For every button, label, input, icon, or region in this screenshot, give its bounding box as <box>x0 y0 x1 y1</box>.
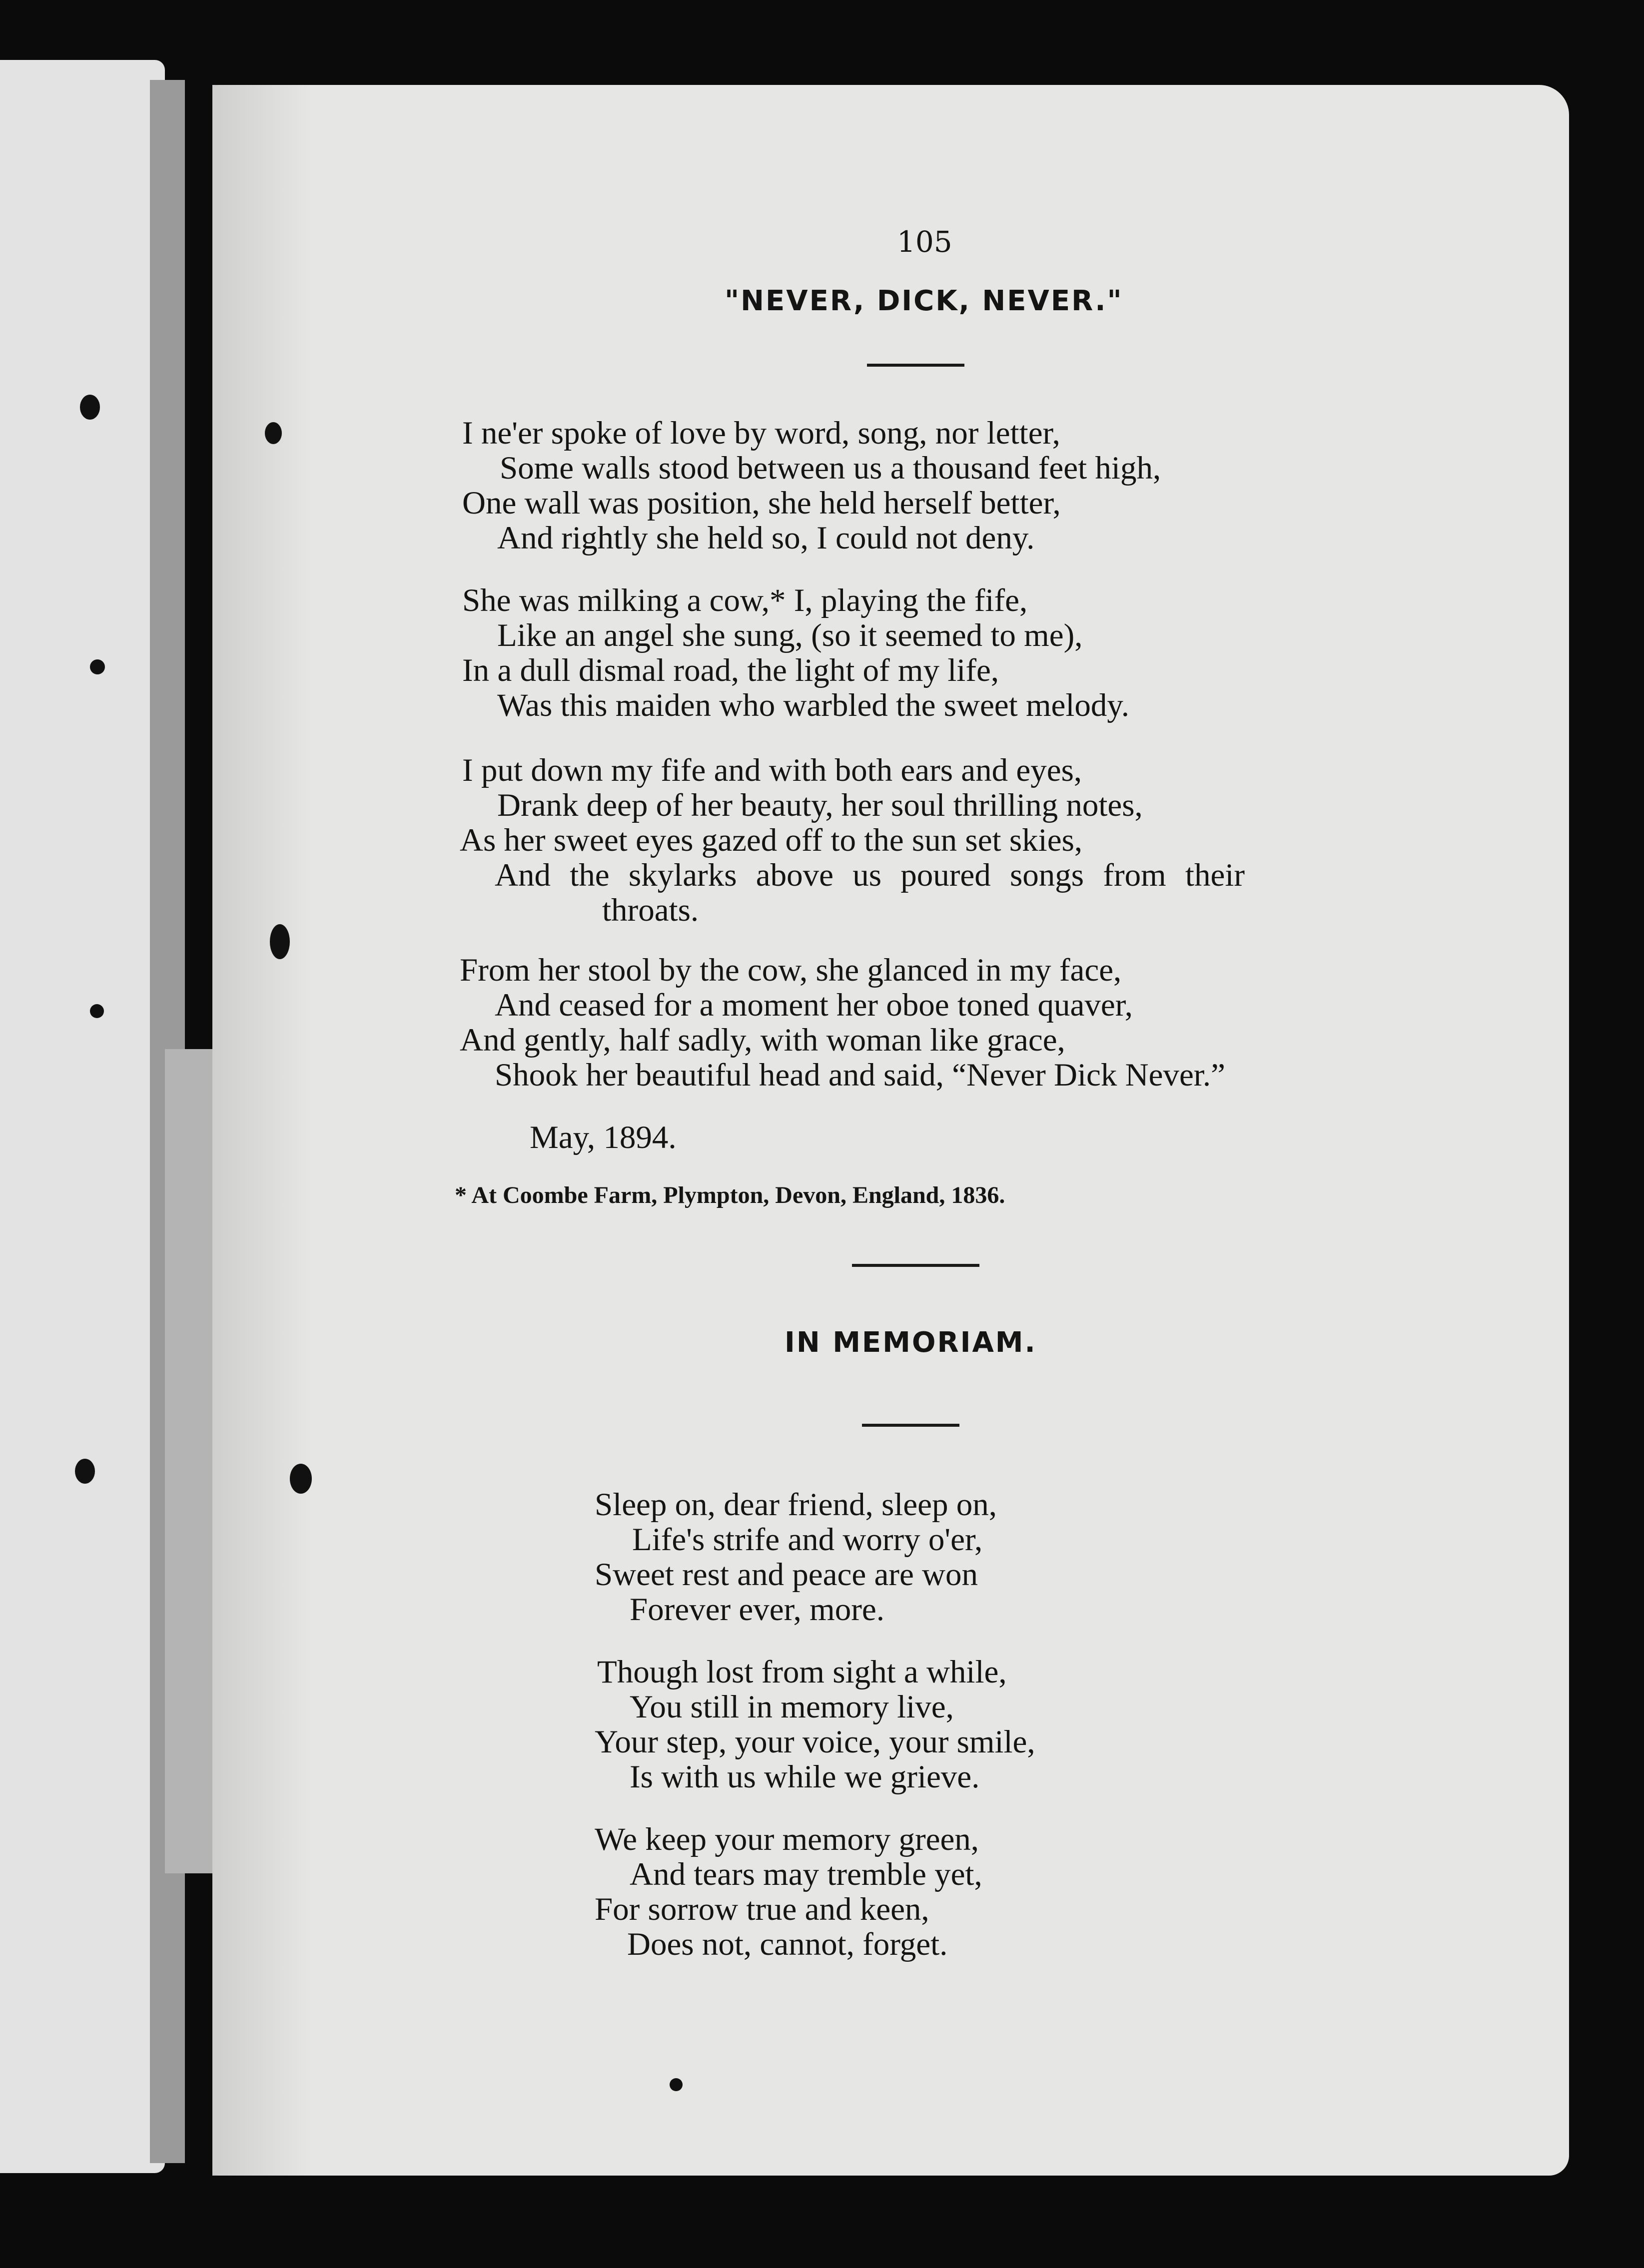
verse-line: For sorrow true and keen, <box>595 1891 929 1927</box>
binding-hole <box>270 924 290 959</box>
section-divider <box>852 1264 979 1267</box>
verse-line: From her stool by the cow, she glanced in my face, <box>460 952 1122 988</box>
binding-hole <box>90 659 105 674</box>
verse-line: You still in memory live, <box>630 1689 954 1725</box>
verse-line: And tears may tremble yet, <box>630 1856 982 1892</box>
verse-line: And the skylarks above us poured songs from their <box>495 857 1245 893</box>
verse-line: throats. <box>602 892 699 928</box>
verse-line: Some walls stood between us a thousand feet high, <box>500 450 1161 486</box>
verse-line: Drank deep of her beauty, her soul thrilling notes, <box>497 787 1143 823</box>
verse-line: Your step, your voice, your smile, <box>595 1724 1035 1760</box>
verse-line: Sleep on, dear friend, sleep on, <box>595 1487 997 1523</box>
verse-line: And ceased for a moment her oboe toned quaver, <box>495 987 1133 1023</box>
verse-line: And rightly she held so, I could not deny. <box>497 520 1035 556</box>
verse-line: Though lost from sight a while, <box>597 1654 1007 1690</box>
verse-line: Was this maiden who warbled the sweet melody. <box>497 687 1129 723</box>
ink-speck <box>670 2078 683 2091</box>
verse-line: One wall was position, she held herself better, <box>462 485 1061 521</box>
title-divider <box>867 364 964 367</box>
verse-line: And gently, half sadly, with woman like grace, <box>460 1022 1065 1058</box>
verse-line: Sweet rest and peace are won <box>595 1557 978 1593</box>
poem-title: "NEVER, DICK, NEVER." <box>725 285 1123 317</box>
binding-hole <box>290 1464 312 1494</box>
binding-hole <box>265 422 282 444</box>
verse-line: Does not, cannot, forget. <box>627 1926 948 1962</box>
page-gutter-shadow <box>212 85 312 2176</box>
verse-line: Shook her beautiful head and said, “Never Dick Never.” <box>495 1057 1225 1093</box>
poem-title: IN MEMORIAM. <box>785 1326 1037 1359</box>
verse-line: Is with us while we grieve. <box>630 1759 980 1795</box>
verse-line: I ne'er spoke of love by word, song, nor letter, <box>462 415 1060 451</box>
verse-line: She was milking a cow,* I, playing the fife, <box>462 582 1028 618</box>
verse-line: Life's strife and worry o'er, <box>632 1522 983 1558</box>
binding-hole <box>90 1004 104 1018</box>
binding-hole <box>75 1459 95 1484</box>
poem-date: May, 1894. <box>530 1120 677 1155</box>
title-divider <box>862 1424 959 1427</box>
footnote: * At Coombe Farm, Plympton, Devon, England, 1836. <box>455 1182 1005 1208</box>
verse-line: In a dull dismal road, the light of my life, <box>462 652 999 688</box>
verse-line: As her sweet eyes gazed off to the sun set skies, <box>460 822 1083 858</box>
verse-line: Forever ever, more. <box>630 1592 884 1628</box>
page-number: 105 <box>897 225 952 259</box>
facing-page-edge <box>0 60 165 2173</box>
verse-line: We keep your memory green, <box>595 1821 979 1857</box>
binding-hole <box>80 395 100 420</box>
verse-line: Like an angel she sung, (so it seemed to me), <box>497 617 1083 653</box>
verse-line: I put down my fife and with both ears and eyes, <box>462 752 1082 788</box>
